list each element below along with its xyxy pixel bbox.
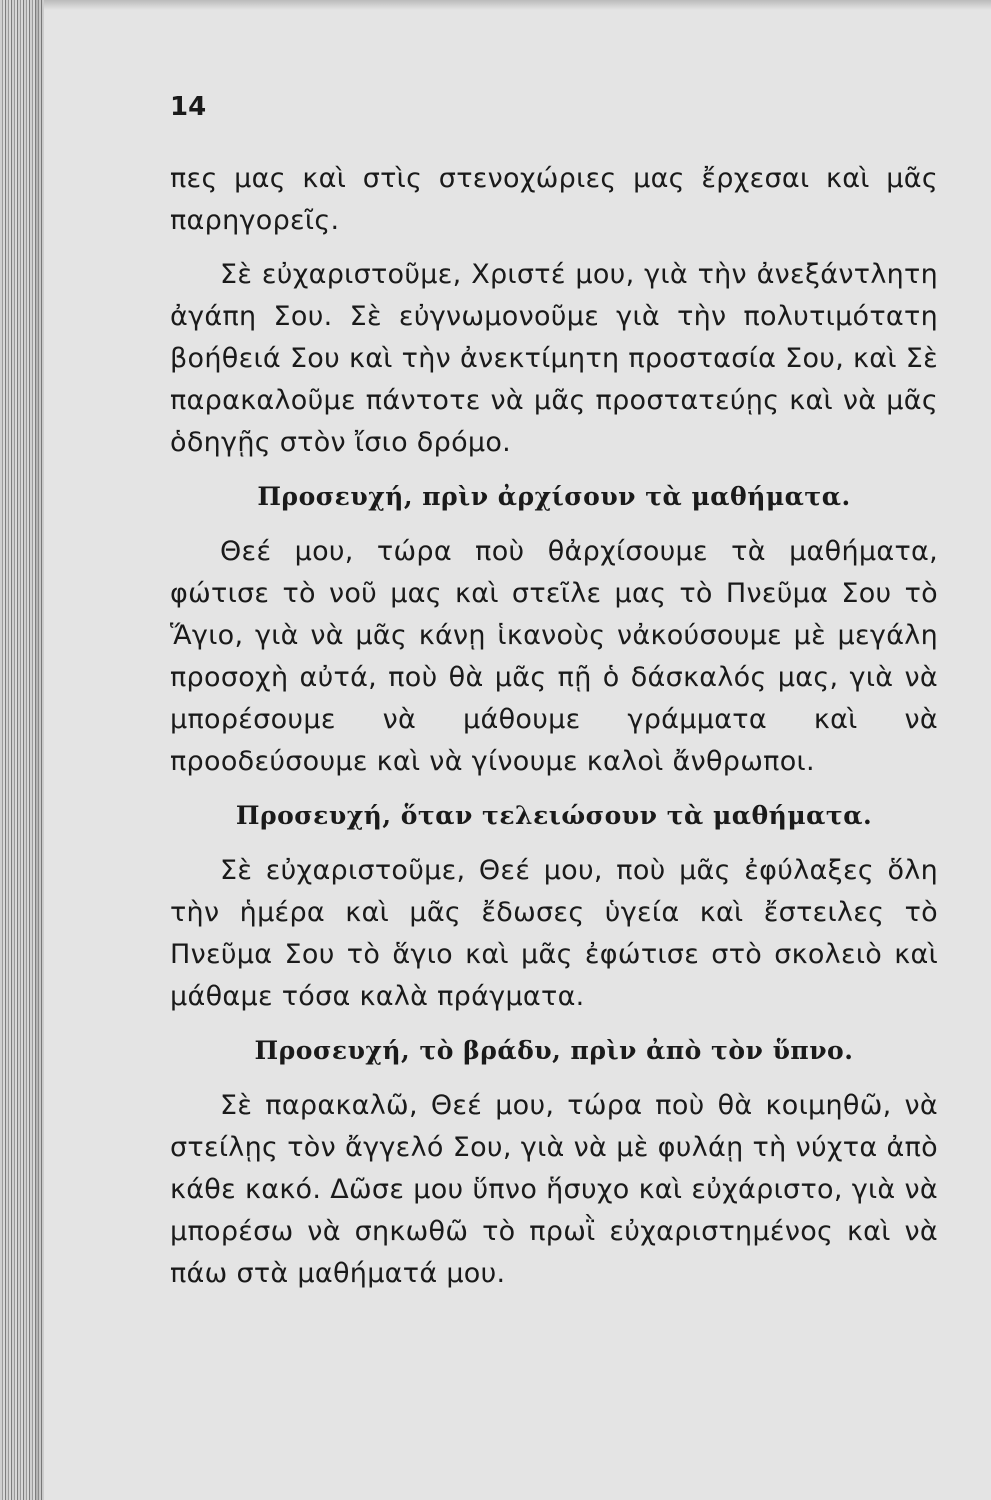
- top-shadow: [44, 0, 991, 10]
- paragraph-3: Θεέ μου, τώρα ποὺ θἀρχίσουμε τὰ μαθήματα, φώτισε τὸ νοῦ μας καὶ στεῖλε μας τὸ Πνεῦμα Σου τὸ Ἅγιο, γιὰ νὰ μᾶς κάνῃ ἱκανοὺς νἀκούσουμε μὲ μεγάλη προσοχὴ αὐτά, ποὺ θὰ μᾶς πῇ ὁ δάσκαλός μας, γιὰ νὰ μπορέσουμε νὰ μάθουμε γράμματα καὶ νὰ προοδεύσουμε καὶ νὰ γίνουμε καλοὶ ἄνθρωποι.: [170, 536, 938, 777]
- heading-after-lessons: Προσευχή, ὅταν τελειώσουν τὰ μαθήματα.: [235, 801, 873, 830]
- text-body: [170, 158, 938, 1307]
- heading-before-sleep: Προσευχή, τὸ βράδυ, πρὶν ἀπὸ τὸν ὕπνο.: [254, 1036, 854, 1065]
- paragraph-2: Σὲ εὐχαριστοῦμε, Χριστέ μου, γιὰ τὴν ἀνεξάντλητη ἀγάπη Σου. Σὲ εὐγνωμονοῦμε γιὰ τὴν πολυτιμότατη βοήθειά Σου καὶ τὴν ἀνεκτίμητη προστασία Σου, καὶ Σὲ παρακαλοῦμε πάντοτε νὰ μᾶς προστατεύῃς καὶ νὰ μᾶς ὁδηγῇς στὸν ἴσιο δρόμο.: [170, 259, 938, 458]
- paragraph-1: πες μας καὶ στὶς στενοχώριες μας ἔρχεσαι καὶ μᾶς παρηγορεῖς.: [170, 163, 938, 236]
- book-page-edges: [0, 0, 44, 1500]
- heading-before-lessons: Προσευχή, πρὶν ἀρχίσουν τὰ μαθήματα.: [257, 482, 851, 511]
- page-number: 14: [170, 92, 207, 122]
- paragraph-5: Σὲ παρακαλῶ, Θεέ μου, τώρα ποὺ θὰ κοιμηθῶ, νὰ στείλῃς τὸν ἄγγελό Σου, γιὰ νὰ μὲ φυλάῃ τὴ νύχτα ἀπὸ κάθε κακό. Δῶσε μου ὕπνο ἥσυχο καὶ εὐχάριστο, γιὰ νὰ μπορέσω νὰ σηκωθῶ τὸ πρωῒ εὐχαριστημένος καὶ νὰ πάω στὰ μαθήματά μου.: [170, 1090, 938, 1289]
- paragraph-4: Σὲ εὐχαριστοῦμε, Θεέ μου, ποὺ μᾶς ἐφύλαξες ὅλη τὴν ἡμέρα καὶ μᾶς ἔδωσες ὑγεία καὶ ἔστειλες τὸ Πνεῦμα Σου τὸ ἅγιο καὶ μᾶς ἐφώτισε στὸ σκολειὸ καὶ μάθαμε τόσα καλὰ πράγματα.: [170, 855, 938, 1012]
